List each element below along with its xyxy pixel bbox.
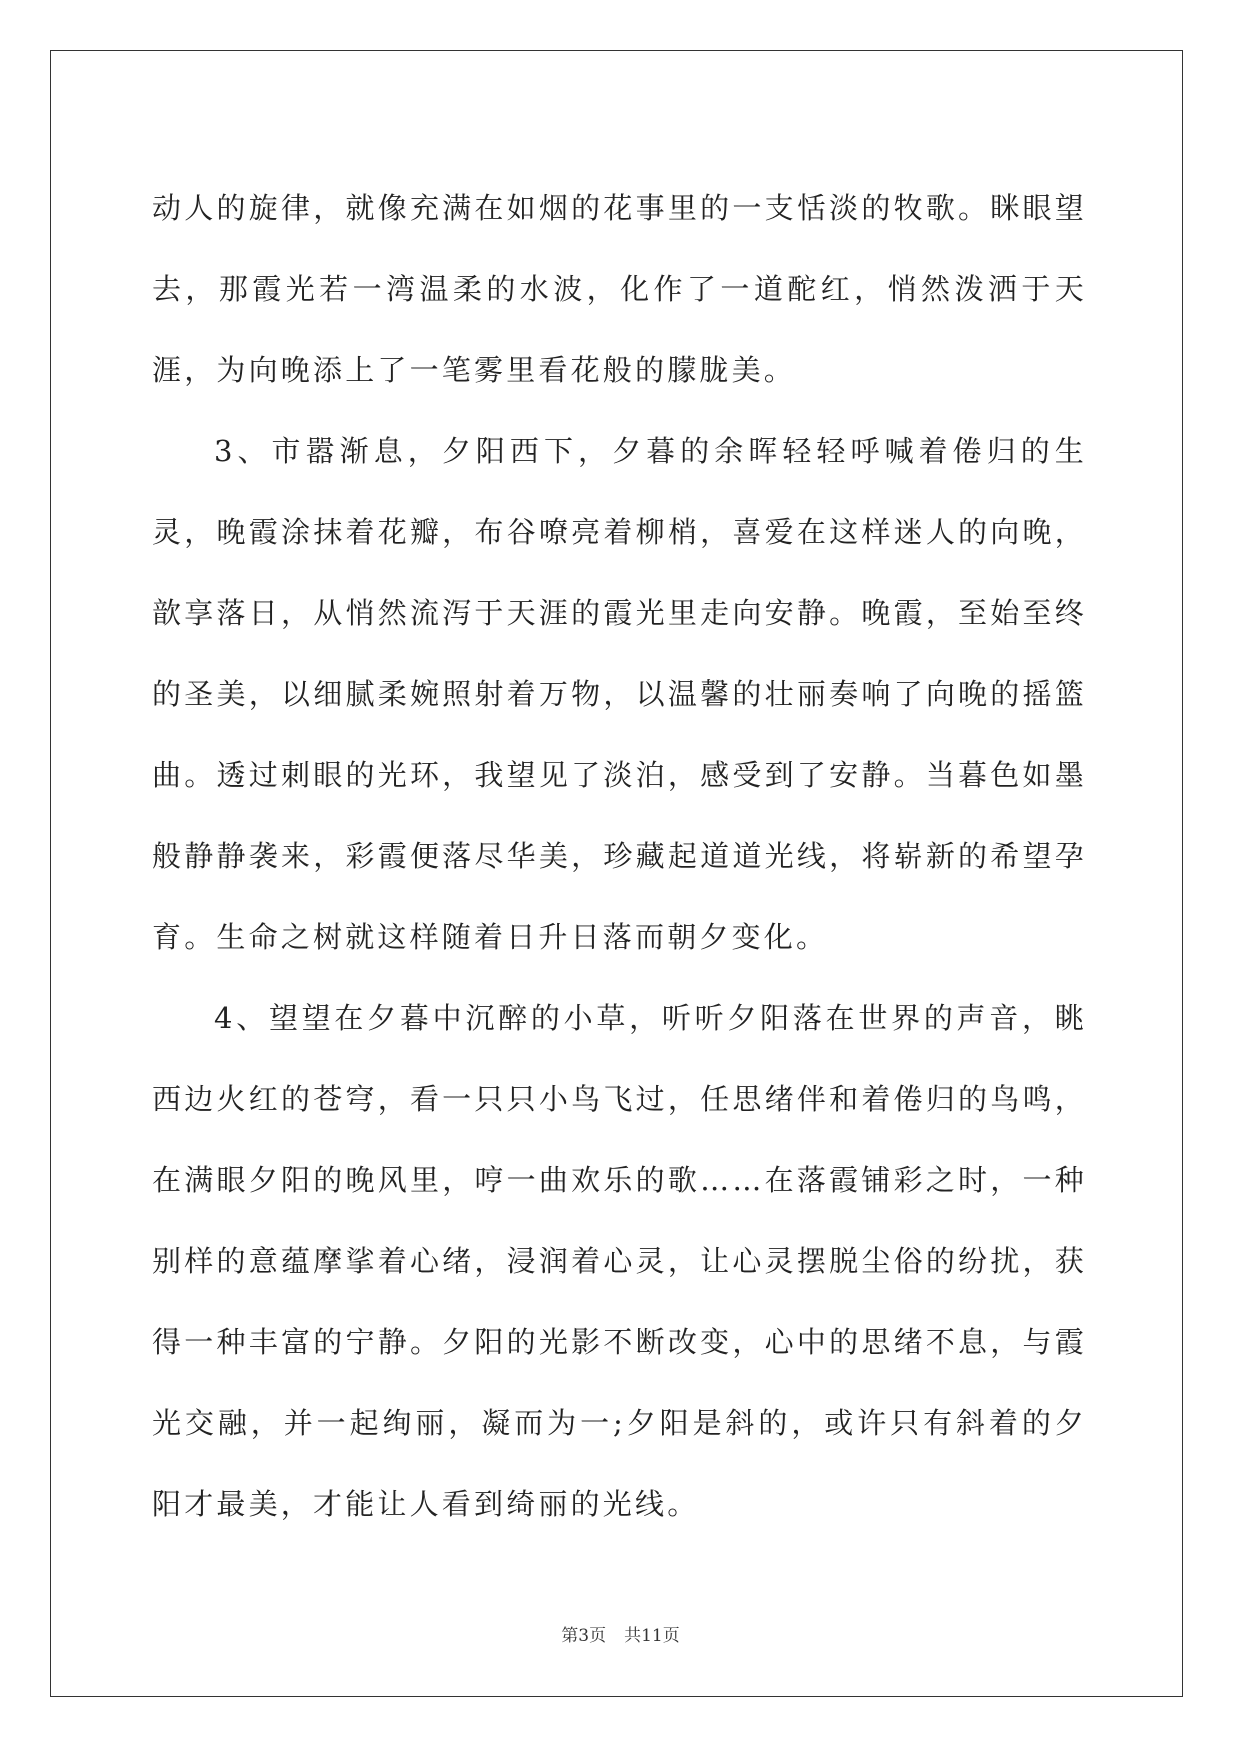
- document-body: [152, 168, 1087, 1545]
- paragraph-3: 3、市嚣渐息，夕阳西下，夕暮的余晖轻轻呼喊着倦归的生灵，晚霞涂抹着花瓣，布谷嘹亮着柳梢，喜爱在这样迷人的向晚，歆享落日，从悄然流泻于天涯的霞光里走向安静。晚霞，至始至终的圣美，以细腻柔婉照射着万物，以温馨的壮丽奏响了向晚的摇篮曲。透过刺眼的光环，我望见了淡泊，感受到了安静。当暮色如墨般静静袭来，彩霞便落尽华美，珍藏起道道光线，将崭新的希望孕育。生命之树就这样随着日升日落而朝夕变化。: [152, 434, 1087, 954]
- paragraph-continued: 动人的旋律，就像充满在如烟的花事里的一支恬淡的牧歌。眯眼望去，那霞光若一湾温柔的水波，化作了一道酡红，悄然泼洒于天涯，为向晚添上了一笔雾里看花般的朦胧美。: [152, 191, 1087, 387]
- page-total: 共11页: [624, 1626, 680, 1646]
- paragraph-4: 4、望望在夕暮中沉醉的小草，听听夕阳落在世界的声音，眺西边火红的苍穹，看一只只小鸟飞过，任思绪伴和着倦归的鸟鸣，在满眼夕阳的晚风里，哼一曲欢乐的歌……在落霞铺彩之时，一种别样的意蕴摩挲着心绪，浸润着心灵，让心灵摆脱尘俗的纷扰，获得一种丰富的宁静。夕阳的光影不断改变，心中的思绪不息，与霞光交融，并一起绚丽，凝而为一;夕阳是斜的，或许只有斜着的夕阳才最美，才能让人看到绮丽的光线。: [152, 1001, 1087, 1521]
- page-footer: [0, 1621, 1241, 1646]
- page-number: 第3页: [561, 1626, 607, 1646]
